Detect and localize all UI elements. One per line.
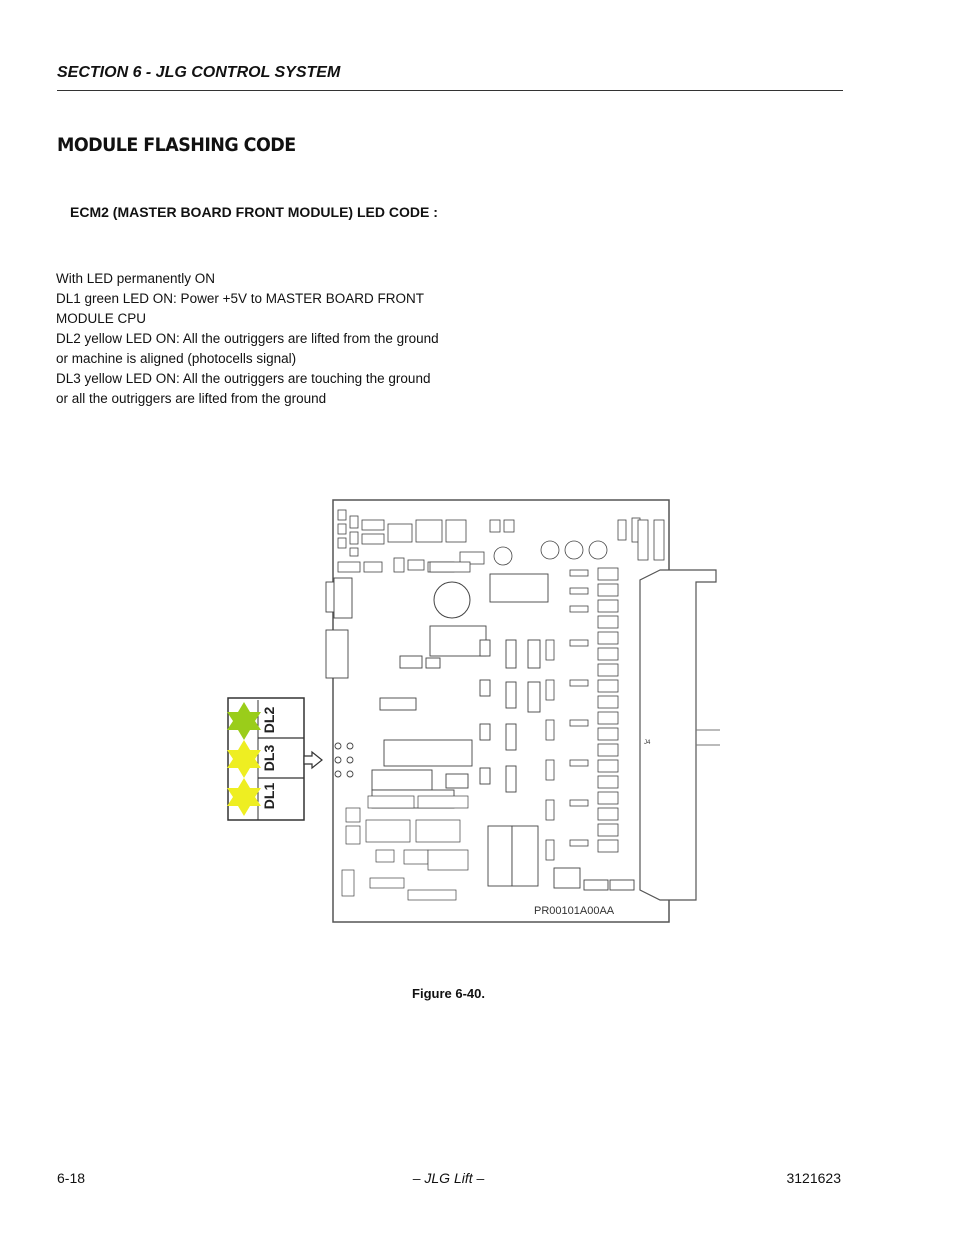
body-line: With LED permanently ON [56,271,216,286]
body-line: DL3 yellow LED ON: All the outriggers are touching the ground or all the outriggers are lifted from the ground [56,371,431,406]
footer-center-text: – JLG Lift – [412,1170,485,1186]
page-title: MODULE FLASHING CODE [57,134,296,156]
led-label-dl3: DL3 [261,744,277,772]
led-label-dl2: DL2 [261,706,277,734]
board-code: PR00101A00AA [534,905,615,917]
circuit-board-figure [220,490,730,930]
body-line: DL1 green LED ON: Power +5V to MASTER BOARD FRONT MODULE CPU [56,291,424,326]
document-number: 3121623 [786,1170,841,1186]
section-header [57,64,843,91]
led-panel [227,698,304,820]
capacitor [434,582,470,618]
section-title: SECTION 6 - JLG CONTROL SYSTEM [57,64,341,81]
figure-caption: Figure 6-40. [412,986,485,1001]
led-label-dl1: DL1 [261,782,277,810]
arrow-icon [304,752,322,768]
led-description [56,269,446,409]
subheading: ECM2 (MASTER BOARD FRONT MODULE) LED CODE : [70,204,438,220]
svg-text:J4: J4 [644,740,651,746]
edge-connector [640,570,716,900]
body-line: DL2 yellow LED ON: All the outriggers are lifted from the ground or machine is aligned (photocells signal) [56,331,439,366]
page-number: 6-18 [57,1170,86,1186]
